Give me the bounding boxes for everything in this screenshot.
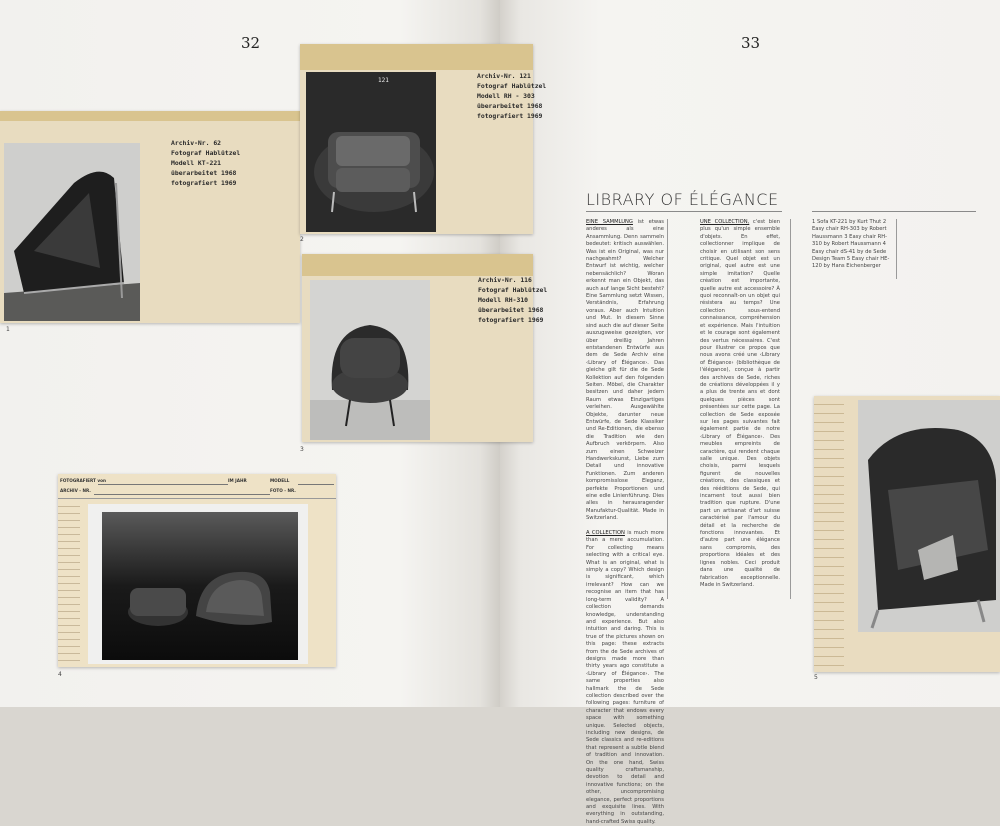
chair-he120-photo xyxy=(858,400,1000,632)
text-column-2 xyxy=(700,219,780,599)
paragraph-lead-de: EINE SAMMLUNG xyxy=(586,219,633,225)
sofa-archive-typed-label: Archiv-Nr. 62 Fotograf Hablützel Modell KT-221 überarbeitet 1968 fotografiert 1969 xyxy=(171,139,241,187)
chair-rh303-photo xyxy=(306,72,436,232)
sofa-photo xyxy=(4,143,140,321)
form-label-year: IM JAHR xyxy=(228,478,247,483)
archive-card-chair-he120 xyxy=(814,396,1000,672)
archive-card-sofa xyxy=(0,111,300,323)
form-ruled-column xyxy=(58,500,80,667)
chair-rh310-archive-typed-label: Archiv-Nr. 116 Fotograf Hablützel Modell RH-310 überarbeitet 1968 fotografiert 1969 xyxy=(478,276,548,324)
paragraph-lead-fr: UNE COLLECTION, xyxy=(700,219,750,225)
sofa-illustration xyxy=(4,143,140,321)
archive-card-form xyxy=(58,474,336,667)
page-number-right: 33 xyxy=(741,34,761,52)
leather-pieces-photo xyxy=(88,504,308,664)
caption-number-4: 4 xyxy=(58,671,62,678)
caption-number-3: 3 xyxy=(300,446,304,453)
chair-rh310-photo xyxy=(310,280,430,440)
chair-rh303-photo-badge: 121 xyxy=(378,77,389,84)
credits-column xyxy=(812,219,892,279)
paragraph-body-de: ist etwas anderes als eine Ansammlung. Denn sammeln bedeutet: kritisch auswählen. Was ist ein Original, was nur nachgeahmt? Welcher Entwurf ist wichtig, welcher nebensächlich? Woran erkennt man ein Objekt, das auch auf lange Sicht besteht? Eine Sammlung setzt Wissen, Verständnis, Erfahrung voraus. Aber auch Intuition und Mut. In diesem Sinne sind auch die auf dieser Seite auszugsweise gezeigten, vor über dreißig Jahren entstandenen Entwürfe aus dem de Sede Archiv eine ‹Library of Élégance›. Das gleiche gilt für die de Sede Kollektion auf den folgenden Seiten. Möbel, die Charakter besitzen und daher jedem Raum etwas Einzigartiges verleihen. Ausgewählte Objekte, darunter neue Entwürfe, de Sede Klassiker und Re-Editionen, die ebenso die Tradition wie den Aufbruch verkörpern. Also zum einen Schweizer Handwerkskunst, Liebe zum Detail und innovative Funktionen. Zum anderen kompromisslose Eleganz, perfekte Proportionen und eine edle Linienführung. Dies alles in herausragender Manufaktur-Qualität. Made in Switzerland. xyxy=(586,219,664,522)
card5-ruled-strip xyxy=(814,396,844,672)
image-credits: 1 Sofa KT-221 by Kurt Thut 2 Easy chair RH-303 by Robert Haussmann 3 Easy chair RH-310 by Robert Haussmann 4 Easy chair dS-41 by de Sede Design Team 5 Easy chair HE-120 by Hans Eichenberger xyxy=(812,219,890,270)
chair-rh303-archive-typed-label: Archiv-Nr. 121 Fotograf Hablützel Modell RH - 303 überarbeitet 1968 fotografiert 1969 xyxy=(477,72,547,120)
form-label-archive-nr: ARCHIV - NR. xyxy=(60,488,91,493)
text-column-1 xyxy=(586,219,664,825)
form-label-photographed: FOTOGRAFIERT von xyxy=(60,478,106,483)
form-label-photo-nr: FOTO - NR. xyxy=(270,488,296,493)
archive-card-chair-rh303 xyxy=(300,44,547,234)
article-headline: LIBRARY OF ÉLÉGANCE xyxy=(586,190,779,209)
paragraph-body-fr: c'est bien plus qu'un simple ensemble d'objets. En effet, collectionner implique de choisir en utilisant son sens critique. Quel objet est un original, quel autre est une simple imitation? Quelle création est importante, quelle autre est accessoire? À quoi reconnaît-on un objet qui résistera au temps? Une collection sous-entend connaissance, compréhension et expérience. Mais l'intuition et le courage sont également des vertus nécessaires. C'est pour illustrer ce propos que nous avons créé une ‹Library of Élégance› (bibliothèque de l'élégance), conçue à partir des archives de Sede, riches de créations développées il y a plus de trente ans et dont quelques pièces sont présentées sur cette page. La collection de Sede exposée sur les pages suivantes fait également partie de notre ‹Library of Élégance›. Des meubles empreints de caractère, qui rendent chaque salle unique. Des objets choisis, parmi lesquels figurent de nouvelles créations, des classiques et des rééditions de Sede, qui incarnent tout aussi bien tradition que rupture. D'une part un artisanat d'art suisse caractérisé par l'amour du détail et la recherche de fonctions innovantes. Et d'autre part une élégance sans compromis, des proportions idéales et des lignes nobles. Ceci produit dans une qualité de fabrication exceptionnelle. Made in Switzerland. xyxy=(700,219,780,588)
caption-number-1: 1 xyxy=(6,326,10,333)
caption-number-5: 5 xyxy=(814,674,818,681)
paragraph-body-en: is much more than a mere accumulation. For collecting means selecting with a critical eye. What is an original, what is simply a copy? Which design is significant, which irrelevant? How can we recognise an item that has long-term validity? A collection demands knowledge, understanding and experience. But also intuition and daring. This is true of the pictures shown on this page: these extracts from the de Sede archives of designs made more than thirty years ago constitute a ‹Library of Élégance›. The same properties also hallmark the de Sede collection described over the following pages: furniture of character that endows every space with something unique. Selected objects, including new designs, de Sede classics and re-editions that represent a subtle blend of tradition and innovation. On the one hand, Swiss quality craftsmanship, devotion to detail and innovative functions; on the other, uncompromising elegance, perfect proportions and exquisite lines. With everything in outstanding, hand-crafted Swiss quality. xyxy=(586,530,664,825)
archive-card-chair-rh310 xyxy=(302,254,548,442)
caption-number-2: 2 xyxy=(300,236,304,243)
paragraph-lead-en: A COLLECTION xyxy=(586,530,625,537)
page-number-left: 32 xyxy=(241,34,261,52)
form-label-model: MODELL xyxy=(270,478,290,483)
